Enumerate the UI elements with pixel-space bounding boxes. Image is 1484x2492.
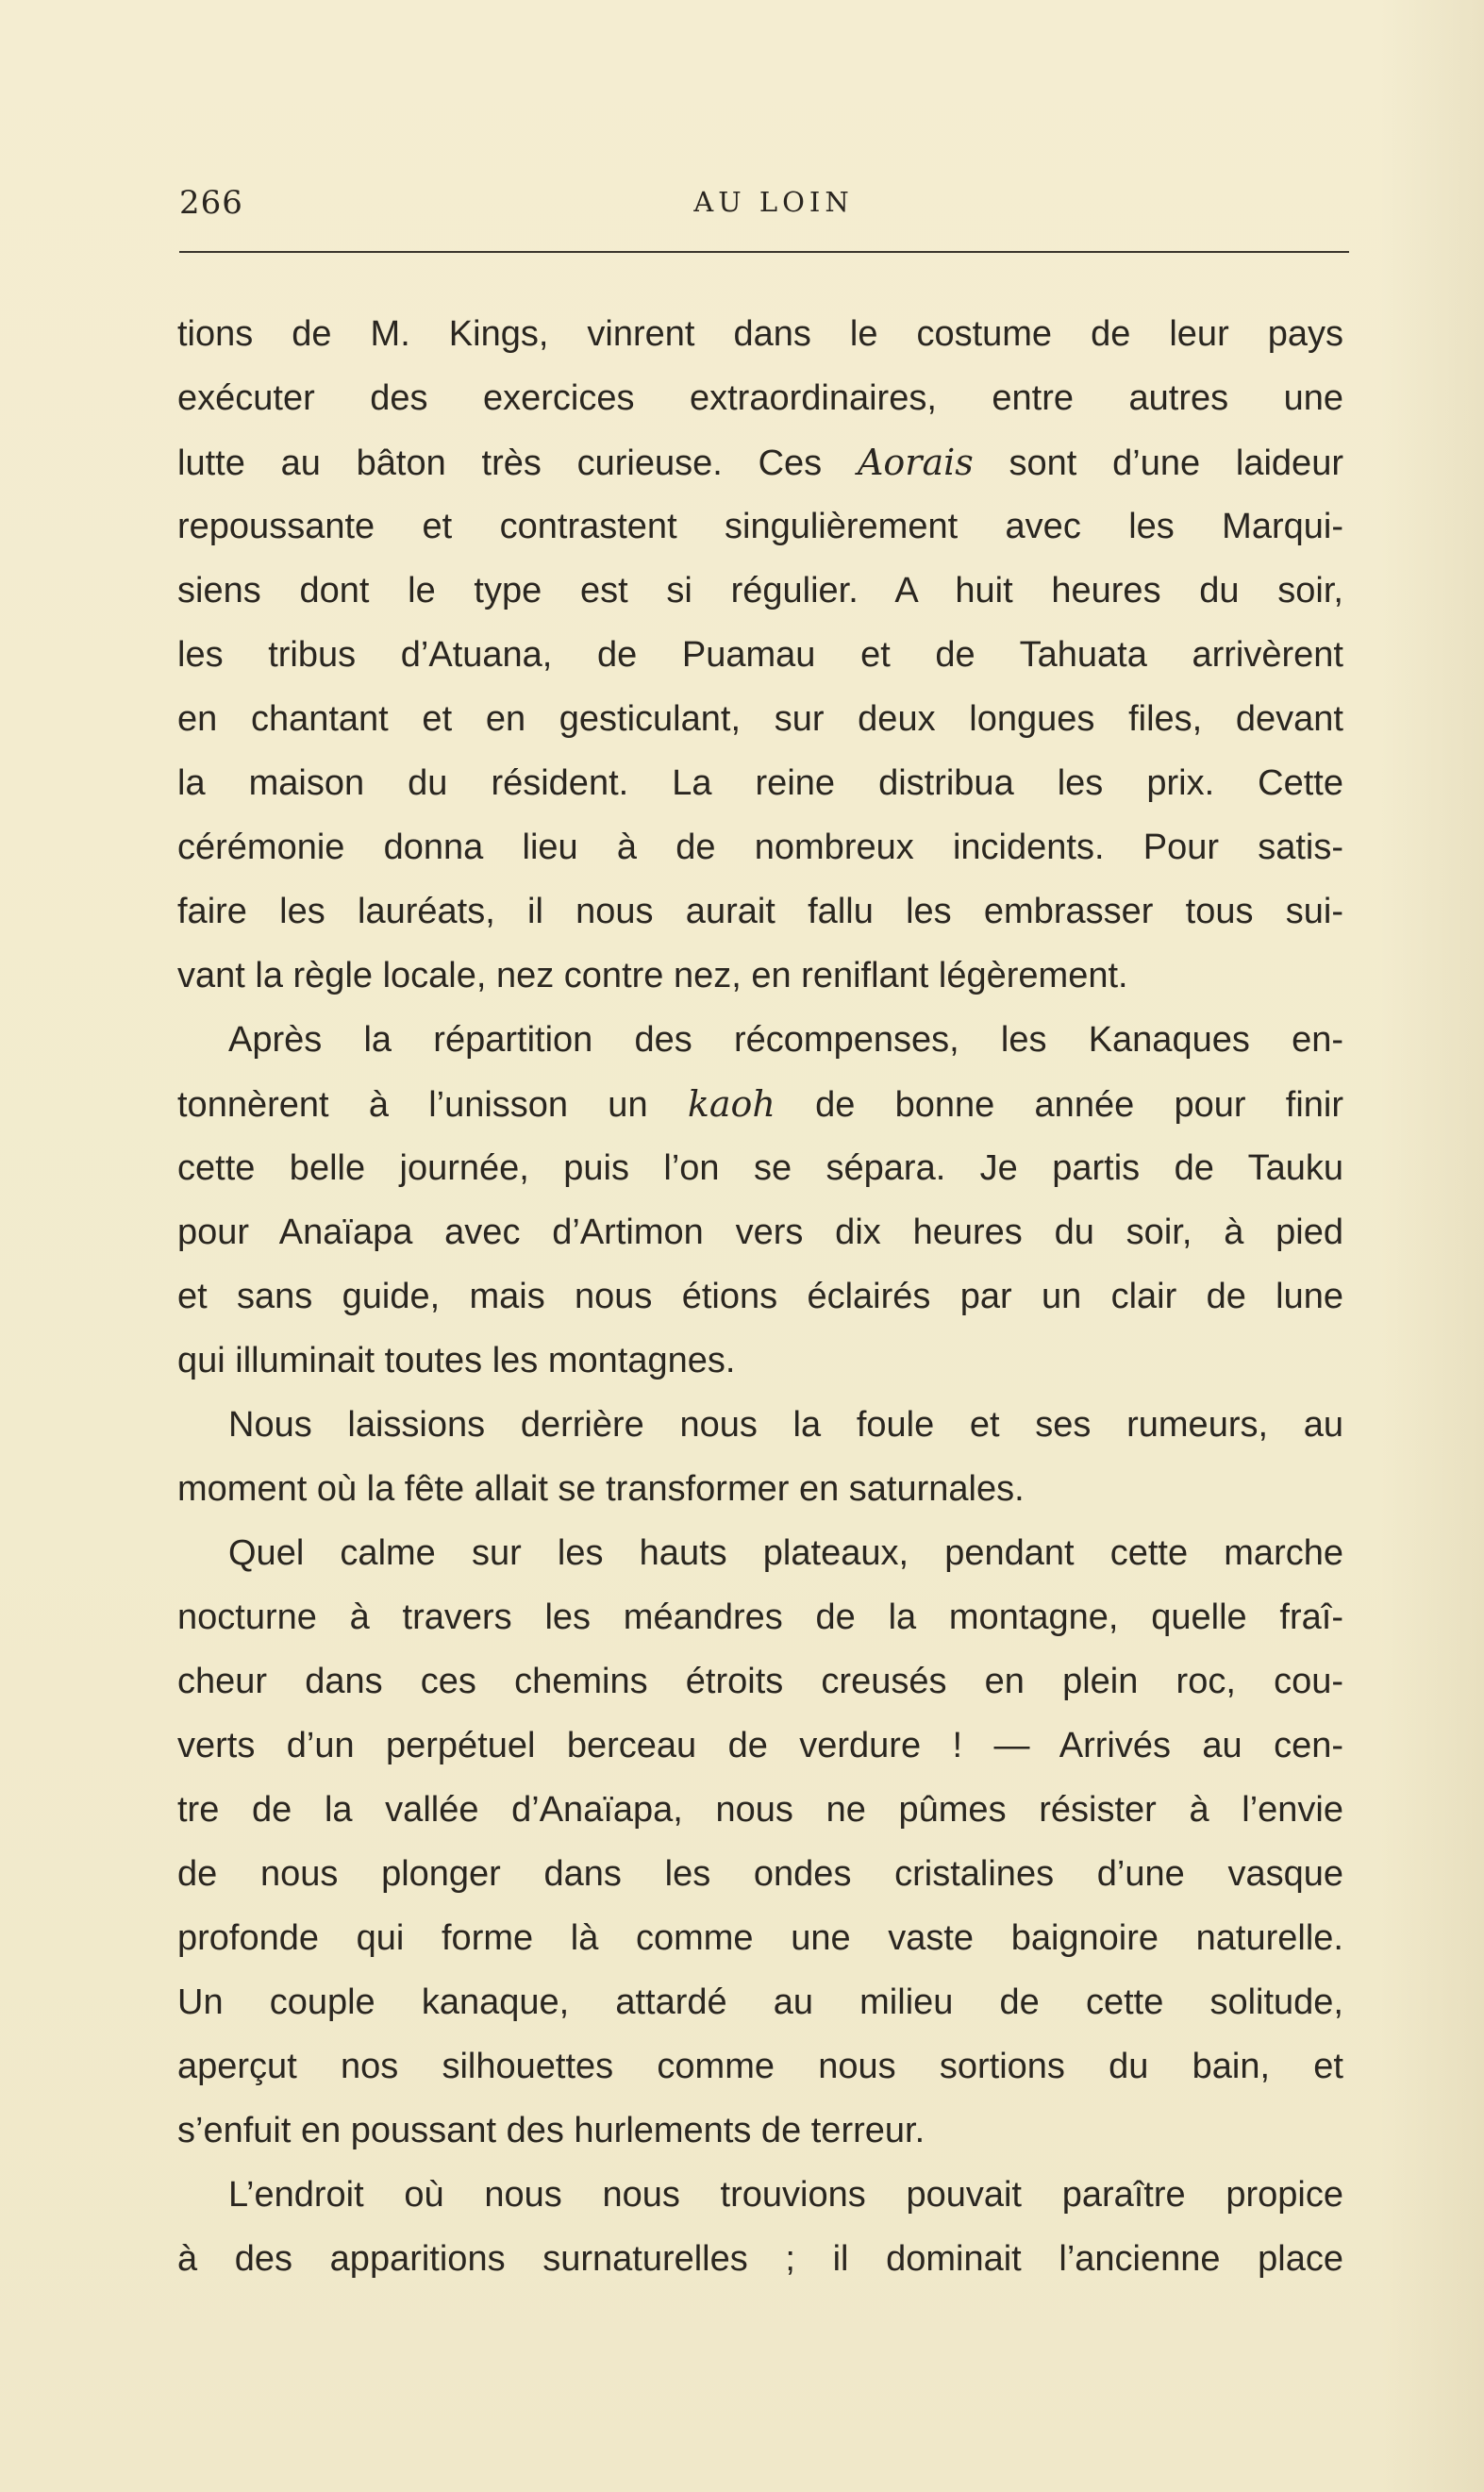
text-line-end: de bonne année pour finir xyxy=(775,1085,1343,1125)
text-line: cette belle journée, puis l’on se sépara. Je partis de Tauku xyxy=(177,1148,1343,1188)
text-line: L’endroit où nous nous trouvions pouvait paraître propice xyxy=(228,2175,1343,2215)
text-line-start: tonnèrent à l’unisson un xyxy=(177,1085,688,1125)
text-line: en chantant et en gesticulant, sur deux longues files, devant xyxy=(177,699,1343,739)
text-line-start: lutte au bâton très curieuse. Ces xyxy=(177,443,858,483)
text-line: tre de la vallée d’Anaïapa, nous ne pûmes résister à l’envie xyxy=(177,1790,1343,1830)
running-title: AU LOIN xyxy=(693,186,854,218)
text-line: cérémonie donna lieu à de nombreux incidents. Pour satis- xyxy=(177,828,1343,867)
text-line: moment où la fête allait se transformer en saturnales. xyxy=(177,1469,1025,1509)
text-line: Nous laissions derrière nous la foule et ses rumeurs, au xyxy=(228,1405,1343,1445)
body-text xyxy=(177,302,1343,2291)
text-line: tions de M. Kings, vinrent dans le costume de leur pays xyxy=(177,314,1343,354)
italic-term-aorais: Aorais xyxy=(857,442,974,483)
page-header xyxy=(179,184,1349,241)
text-line: Un couple kanaque, attardé au milieu de cette solitude, xyxy=(177,1982,1343,2022)
text-line xyxy=(177,430,1343,494)
text-line: Quel calme sur les hauts plateaux, pendant cette marche xyxy=(228,1533,1343,1573)
text-line: qui illuminait toutes les montagnes. xyxy=(177,1341,736,1380)
text-line: pour Anaïapa avec d’Artimon vers dix heures du soir, à pied xyxy=(177,1213,1343,1252)
text-line-end: sont d’une laideur xyxy=(973,443,1343,483)
text-line: Après la répartition des récompenses, les Kanaques en- xyxy=(228,1020,1343,1060)
text-line: exécuter des exercices extraordinaires, entre autres une xyxy=(177,378,1343,418)
text-line: faire les lauréats, il nous aurait fallu les embrasser tous sui- xyxy=(177,892,1343,931)
text-line: siens dont le type est si régulier. A huit heures du soir, xyxy=(177,571,1343,610)
text-line: vant la règle locale, nez contre nez, en reniflant légèrement. xyxy=(177,956,1128,995)
text-line: la maison du résident. La reine distribua les prix. Cette xyxy=(177,763,1343,803)
text-line: profonde qui forme là comme une vaste baignoire naturelle. xyxy=(177,1918,1343,1958)
text-line: à des apparitions surnaturelles ; il dominait l’ancienne place xyxy=(177,2239,1343,2279)
page-number: 266 xyxy=(179,184,243,222)
text-line: de nous plonger dans les ondes cristalines d’une vasque xyxy=(177,1854,1343,1894)
text-line: aperçut nos silhouettes comme nous sortions du bain, et xyxy=(177,2047,1343,2086)
text-line: repoussante et contrastent singulièrement avec les Marqui- xyxy=(177,507,1343,546)
text-line: les tribus d’Atuana, de Puamau et de Tahuata arrivèrent xyxy=(177,635,1343,675)
italic-term-kaoh: kaoh xyxy=(687,1083,775,1125)
text-line: nocturne à travers les méandres de la montagne, quelle fraî- xyxy=(177,1597,1343,1637)
text-line: verts d’un perpétuel berceau de verdure ! — Arrivés au cen- xyxy=(177,1726,1343,1765)
text-line: et sans guide, mais nous étions éclairés par un clair de lune xyxy=(177,1277,1343,1316)
text-line: cheur dans ces chemins étroits creusés en plein roc, cou- xyxy=(177,1662,1343,1701)
text-line xyxy=(177,1072,1343,1136)
header-rule xyxy=(179,251,1349,253)
text-line: s’enfuit en poussant des hurlements de terreur. xyxy=(177,2111,925,2150)
